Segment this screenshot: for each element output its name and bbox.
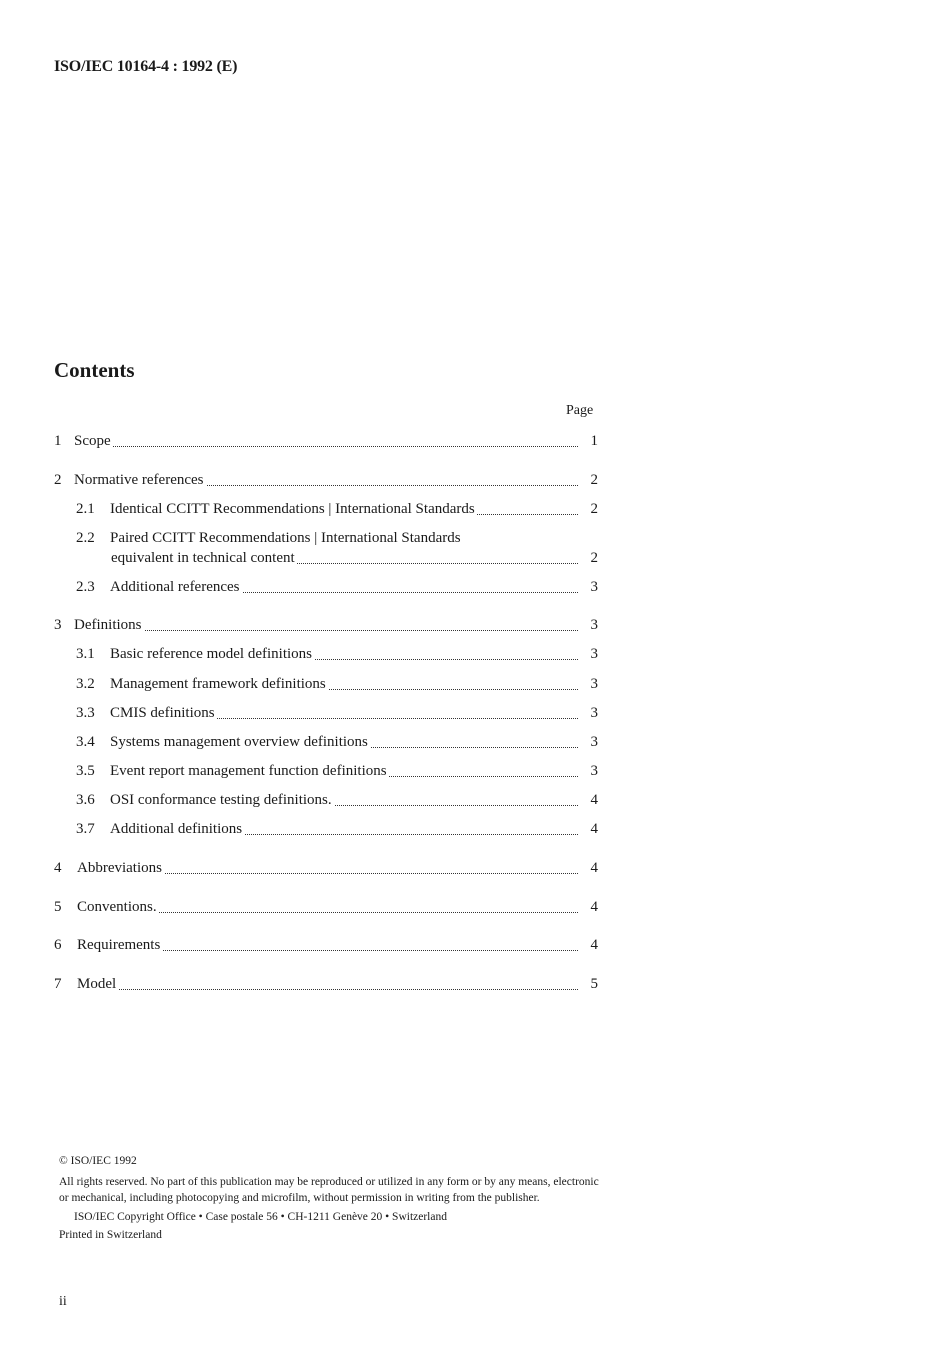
toc-entry-page: 3 [590,763,598,779]
toc-entry-6[interactable] [54,935,606,955]
toc-entry-title: Systems management overview definitions [110,734,368,750]
toc-entry-title: Requirements [77,937,161,953]
toc-entry-page: 4 [590,860,598,876]
toc-entry-number: 2.1 [76,501,95,517]
toc-entry-5[interactable] [54,897,606,917]
toc-entry-number: 3 [54,617,62,633]
toc-entry-number: 1 [54,433,62,449]
toc-entry-title: Management framework definitions [110,676,326,692]
toc-entry-number: 6 [54,937,62,953]
toc-entry-number: 3.6 [76,792,95,808]
toc-entry-title: CMIS definitions [110,705,215,721]
toc-entry-2[interactable] [54,470,606,490]
toc-entry-title: OSI conformance testing definitions. [110,792,332,808]
toc-entry-title-line1: Paired CCITT Recommendations | International Standards [110,530,461,546]
toc-entry-number: 2.3 [76,579,95,595]
toc-entry-3-7[interactable] [54,819,606,839]
toc-entry-title: Model [77,976,117,992]
toc-entry-3-3[interactable] [54,703,606,723]
page-number: ii [59,1294,67,1309]
toc-entry-page: 3 [590,705,598,721]
toc-entry-title: Additional definitions [110,821,243,837]
toc-entry-number: 3.1 [76,646,95,662]
toc-entry-2-1[interactable] [54,499,606,519]
toc-entry-3-1[interactable] [54,644,606,664]
toc-entry-title: Identical CCITT Recommendations | International Standards [110,501,475,517]
toc-entry-3-4[interactable] [54,732,606,752]
toc-entry-7[interactable] [54,974,606,994]
toc-entry-page: 3 [590,676,598,692]
toc-entry-title: Additional references [110,579,240,595]
toc-entry-1[interactable] [54,431,606,451]
toc-entry-number: 2.2 [76,530,95,546]
toc-entry-title: Abbreviations [77,860,162,876]
toc-entry-2-3[interactable] [54,577,606,597]
toc-entry-number: 2 [54,472,62,488]
toc-entry-3-2[interactable] [54,674,606,694]
toc-entry-number: 3.3 [76,705,95,721]
toc-entry-number: 3.2 [76,676,95,692]
copyright-office: ISO/IEC Copyright Office • Case postale 56 • CH-1211 Genève 20 • Switzerland [74,1210,447,1223]
toc-entry-title: Definitions [74,617,142,633]
toc-entry-title: Event report management function definitions [110,763,387,779]
toc-entry-page: 1 [590,433,598,449]
toc-entry-3[interactable] [54,615,606,635]
toc-entry-number: 3.7 [76,821,95,837]
toc-entry-title: Scope [74,433,111,449]
page-column-label: Page [566,403,594,418]
toc-entry-page: 3 [590,617,598,633]
toc-entry-3-5[interactable] [54,761,606,781]
copyright-notice [59,1153,604,1244]
copyright-line: © ISO/IEC 1992 [59,1155,137,1167]
toc-entry-2-2[interactable] [54,528,606,568]
toc-entry-page: 3 [590,734,598,750]
toc-entry-page: 4 [590,937,598,953]
toc-entry-page: 4 [590,821,598,837]
toc-entry-page: 4 [590,792,598,808]
toc-entry-page: 2 [590,501,598,517]
toc-entry-number: 5 [54,899,62,915]
toc-entry-3-6[interactable] [54,790,606,810]
toc-entry-number: 3.5 [76,763,95,779]
toc-entry-title: Basic reference model definitions [110,646,313,662]
toc-entry-page: 2 [590,550,598,566]
toc-entry-4[interactable] [54,858,606,878]
toc-entry-page: 3 [590,579,598,595]
toc-entry-page: 4 [590,899,598,915]
toc-entry-number: 7 [54,976,62,992]
toc-entry-title: equivalent in technical content [111,550,295,566]
toc-entry-number: 4 [54,860,62,876]
printed-location: Printed in Switzerland [59,1229,162,1241]
toc-entry-number: 3.4 [76,734,95,750]
toc-entry-page: 5 [590,976,598,992]
document-header: ISO/IEC 10164-4 : 1992 (E) [54,58,238,75]
rights-statement: All rights reserved. No part of this publication may be reproduced or utilized in any form or by any means, electronic or mechanical, including photocopying and microfilm, without permission in writing from the publisher. [59,1175,599,1204]
toc-entry-title: Conventions. [77,899,157,915]
toc-entry-page: 3 [590,646,598,662]
toc-entry-page: 2 [590,472,598,488]
contents-title: Contents [54,358,135,382]
table-of-contents [54,0,606,1100]
toc-entry-title: Normative references [74,472,204,488]
